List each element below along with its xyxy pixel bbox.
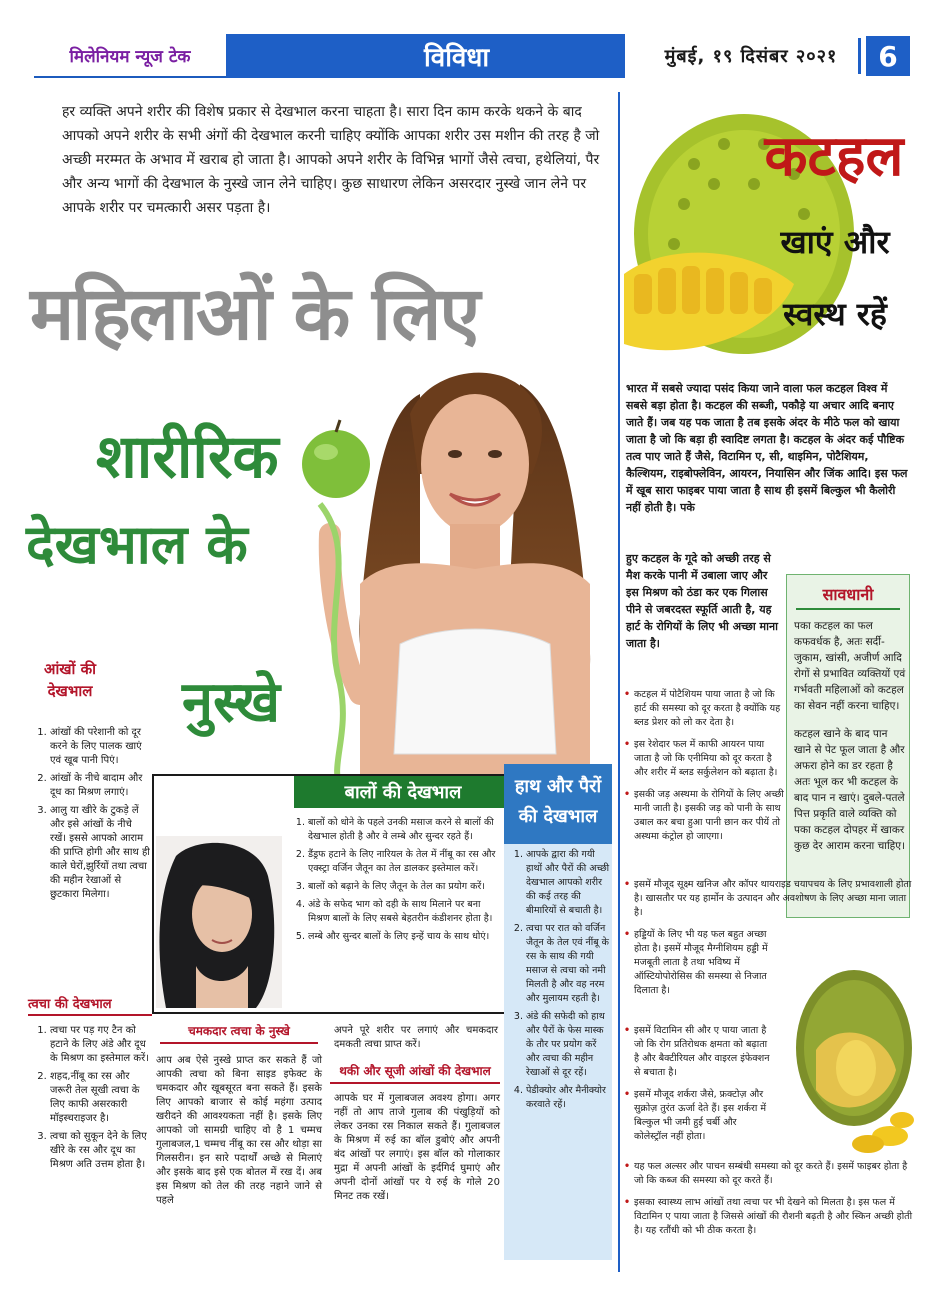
list-item: • हड्डियों के लिए भी यह फल बहुत अच्छा होता है। इसमें मौजूद मैग्नीशियम हड्डी में मजबूती लाता है तथा भविष्य में ऑस्टियोपोरोसिस की समस्या से निजात दिलाता है।: [624, 928, 774, 998]
eyes-care-heading: आंखों की देखभाल: [43, 660, 97, 700]
list-item: • इसमें विटामिन सी और ए पाया जाता है जो कि रोग प्रतिरोधक क्षमता को बढ़ाता है और बैक्टीरियल और वाइरल इंफेक्शन से बचाता है।: [624, 1024, 772, 1080]
list-item: 1. बालों को धोने के पहले उनकी मसाज करने से बालों की देखभाल होती है और वे लम्बे और सुन्दर रहते हैं।: [308, 816, 504, 844]
jackfruit-body-1: भारत में सबसे ज्यादा पसंद किया जाने वाला फल कटहल विश्व में सबसे बड़ा होता है। कटहल की सब्जी, पकौड़े या अचार आदि बनाए जाते हैं। जब यह पक जाता है तब इसके अंदर के मीठे फल को खाया जाता है जो कि बड़ा ही स्वादिष्ट लगता है। कटहल के अंदर कई पौष्टिक तत्व पाए जाते हैं जैसे, विटामिन ए, सी, थाइमिन, पोटैशियम, कैल्शियम, राइबोफ्लेविन, आयरन, नियासिन और जिंक आदि। इस फल में खूब सारा फाइबर पाया जाता है साथ ही इसमें बिल्कुल भी कैलोरी नहीं होती है। पके: [626, 382, 908, 514]
list-item: 1. त्वचा पर पड़ गए टैन को हटाने के लिए अंडे और दूध के मिश्रण का इस्तेमाल करें।: [50, 1024, 150, 1066]
jackfruit-benefits-list-c: [624, 1160, 914, 1246]
brand-underline: [34, 76, 226, 78]
eyes-care-list: [32, 726, 150, 906]
hands-feet-heading: हाथ और पैरों की देखभाल: [504, 764, 612, 844]
list-item: 3. अंडे की सफेदी को हाथ और पैरों के फेस मास्क के तौर पर प्रयोग करें और त्वचा की महीन रेखाओं से दूर रहें।: [526, 1010, 610, 1080]
list-item: • इसमें मौजूद सूक्ष्म खनिज और कॉपर थायराइड चयापचय के लिए प्रभावशाली होता है। खासतौर पर यह हार्मोन के उत्पादन और अवशोषण के लिए अच्छा माना जाता है।: [624, 878, 914, 920]
jackfruit-heading: कटहल: [764, 124, 904, 189]
list-item: • इस रेशेदार फल में काफी आयरन पाया जाता है जो कि एनीमिया को दूर करता है और शरीर में ब्लड सर्कुलेशन को बढ़ाता है।: [624, 738, 784, 780]
list-item: 2. त्वचा पर रात को वर्जिन जैतून के तेल एवं नींबू के रस के साथ की गयी मसाज से त्वचा को नमी मिलती है और वह नरम और मुलायम रहती है।: [526, 922, 610, 1006]
list-item: • कटहल में पोटैशियम पाया जाता है जो कि हार्ट की समस्या को दूर करता है क्योंकि यह ब्लड प्रेशर को लो कर देता है।: [624, 688, 784, 730]
woman-with-apple-photo: [300, 354, 610, 788]
list-item: 3. त्वचा को सुकून देने के लिए खीरे के रस और दूध का मिश्रण अति उत्तम होता है।: [50, 1130, 150, 1172]
jackfruit-whole-photo: [776, 960, 918, 1156]
hands-feet-list: [508, 848, 610, 1116]
skin-care-list: [32, 1024, 150, 1176]
list-item: 3. आलु या खीरे के टुकड़े लें और इसे आंखों के नीचे रखें। इससे आपको आराम की प्राप्ति होगी और साथ ही काले घेरों,झुर्रियों तथा त्वचा की महीन रेखाओं से छुटकारा मिलेगा।: [50, 804, 150, 902]
headline-line-4: नुस्खे: [182, 670, 281, 735]
header-divider: [858, 38, 861, 74]
skin-care-heading: त्वचा की देखभाल: [28, 994, 152, 1016]
section-title: विविधा: [226, 34, 625, 78]
page-number: 6: [866, 36, 910, 76]
list-item: 2. शहद,नींबू का रस और जरूरी तेल सूखी त्वचा के लिए काफी असरकारी मॉइस्चराइजर है।: [50, 1070, 150, 1126]
list-item: 3. बालों को बढ़ाने के लिए जैतून के तेल का प्रयोग करें।: [308, 880, 504, 894]
jackfruit-subheading-2: स्वस्थ रहें: [783, 295, 887, 333]
list-item: 5. लम्बे और सुन्दर बालों के लिए इन्हें चाय के साथ धोएं।: [308, 930, 504, 944]
caution-paragraph: कटहल खाने के बाद पान खाने से पेट फूल जाता है और अफरा होने का डर रहता है अतः भूल कर भी कटहल के बाद पान न खाएं। दुबले-पतले पित्त प्रकृति वाले व्यक्ति को पका कटहल दोपहर में खाकर कुछ देर आराम करना चाहिए।: [794, 728, 906, 852]
dark-hair-woman-photo: [156, 836, 282, 1008]
list-item: 2. डैंड्रफ हटाने के लिए नारियल के तेल में नींबू का रस और एक्स्ट्रा वर्जिन जैतून का तेल डालकर इस्तेमाल करें।: [308, 848, 504, 876]
list-item: 2. आंखों के नीचे बादाम और दूध का मिश्रण लगाएं।: [50, 772, 150, 800]
glowing-skin-body: आप अब ऐसे नुस्खे प्राप्त कर सकते हैं जो आपकी त्वचा को बिना साइड इफेक्ट के चमकदार और खूबसूरत बना सकते हैं। इसके लिए आपको बाजार से कोई महंगा उत्पाद खरीदने की आवश्यकता नहीं है। इसके लिए आपको जो सामग्री चाहिए वो है 1 चम्मच गुलाबजल,1 चम्मच नींबू का रस और थोड़ा सा गिलसरीन। इन सारे पदार्थों अच्छे से मिलाएं और इसके बाद इसे एक बोतल में रख दें। अब इस मिश्रण को तेल की तरह नहाने जाने से पहले: [156, 1055, 322, 1206]
jackfruit-benefits-list-b: [624, 1024, 772, 1152]
glowing-skin-continued: अपने पूरे शरीर पर लगाएं और चमकदार दमकती त्वचा प्राप्त करें।: [334, 1025, 498, 1050]
brand-logo: मिलेनियम न्यूज टेक: [69, 46, 191, 67]
headline-line-3: देखभाल के: [26, 513, 248, 576]
list-item: 4. पेडीक्योर और मैनीक्योर करवाते रहें।: [526, 1084, 610, 1112]
dateline: मुंबई, १९ दिसंबर २०२१: [664, 46, 838, 67]
list-item: 1. आपके द्वारा की गयी हाथों और पैरों की अच्छी देखभाल आपको शरीर की कई तरह की बीमारियों से बचाती है।: [526, 848, 610, 918]
headline-line-1: महिलाओं के लिए: [30, 271, 479, 357]
caution-body: [794, 618, 906, 854]
list-item: • इसकी जड़ अस्थमा के रोगियों के लिए अच्छी मानी जाती है। इसकी जड़ को पानी के साथ उबाल कर बचा हुआ पानी छान कर पीयें तो अस्थमा कंट्रोल हो जाएगा।: [624, 788, 784, 844]
list-item: • यह फल अल्सर और पाचन सम्बंधी समस्या को दूर करते हैं। इसमें फाइबर होता है जो कि कब्ज की समस्या को दूर करते हैं।: [624, 1160, 914, 1188]
caution-heading: सावधानी: [796, 580, 900, 610]
list-item: • इसका स्वास्थ्य लाभ आंखों तथा त्वचा पर भी देखने को मिलता है। इस फल में विटामिन ए पाया जाता है जिससे आंखों की रौशनी बढ़ती है और स्किन अच्छी होती है। यह रतौंधी को भी ठीक करता है।: [624, 1196, 914, 1238]
caution-paragraph: पका कटहल का फल कफवर्धक है, अतः सर्दी-जुकाम, खांसी, अजीर्ण आदि रोगों से प्रभावित व्यक्तियों एवं गर्भवती महिलाओं को कटहल का सेवन नहीं करना चाहिए।: [794, 620, 906, 712]
glowing-skin-heading: चमकदार त्वचा के नुस्खे: [160, 1022, 318, 1044]
intro-paragraph: हर व्यक्ति अपने शरीर की विशेष प्रकार से देखभाल करना चाहता है। सारा दिन काम करके थकने के बाद आपको अपने शरीर के सभी अंगों की देखभाल करनी चाहिए क्योंकि आपका शरीर उस मशीन की तरह है जो अच्छी मरम्मत के अभाव में खराब हो जाता है। आपको अपने शरीर के विभिन्न भागों जैसे त्वचा, हथेलियां, पैर और अन्य भागों की देखभाल के नुस्खे जान लेने चाहिए। कुछ साधारण लेकिन असरदार नुस्खे जान लेने पर आपके शरीर पर चमत्कारी असर पड़ता है।: [62, 104, 600, 216]
column-divider: [618, 92, 620, 1272]
jackfruit-benefits-list-a: [624, 688, 784, 852]
list-item: 1. आंखों की परेशानी को दूर करने के लिए पालक खाएं एवं खूब पानी पिएं।: [50, 726, 150, 768]
headline-line-2: शारीरिक: [96, 422, 279, 492]
jackfruit-body-2: हुए कटहल के गूदे को अच्छी तरह से मैश करके पानी में उबाला जाए और इस मिश्रण को ठंडा कर एक गिलास पीने से जबरदस्त स्फूर्ति आती है, यह हार्ट के रोगियों के लिए भी अच्छा माना जाता है।: [626, 552, 778, 650]
list-item: 4. अंडे के सफेद भाग को दही के साथ मिलाने पर बना मिश्रण बालों के लिए सबसे बेहतरीन कंडीशनर होता है।: [308, 898, 504, 926]
hair-care-heading: बालों की देखभाल: [294, 776, 512, 808]
jackfruit-subheading-1: खाएं और: [780, 223, 890, 261]
tired-eyes-heading: थकी और सूजी आंखों की देखभाल: [330, 1062, 500, 1084]
hair-care-list: [290, 816, 504, 948]
tired-eyes-body: आपके घर में गुलाबजल अवश्य होगा। अगर नहीं तो आप ताजे गुलाब की पंखुड़ियों को लेकर उनका रस निकाल सकते हैं। गुलाबजल के मिश्रण में रुई का बॉल डुबोएं और अपनी बंद आंखों पर लगाएं। इस बॉल को गोलाकार मुद्रा में अपनी आंखों के इर्दगिर्द घुमाएं और अपनी दोनों आंखों पर ये रुई के गोले 20 मिनट तक रखें।: [334, 1093, 500, 1202]
list-item: • इसमें मौजूद शर्करा जैसे, फ्रक्टोज़ और सुक्रोज़ तुरंत ऊर्जा देते हैं। इस शर्करा में बिल्कुल भी जमी हुई चर्बी और कोलेस्ट्रॉल नहीं होता।: [624, 1088, 772, 1144]
